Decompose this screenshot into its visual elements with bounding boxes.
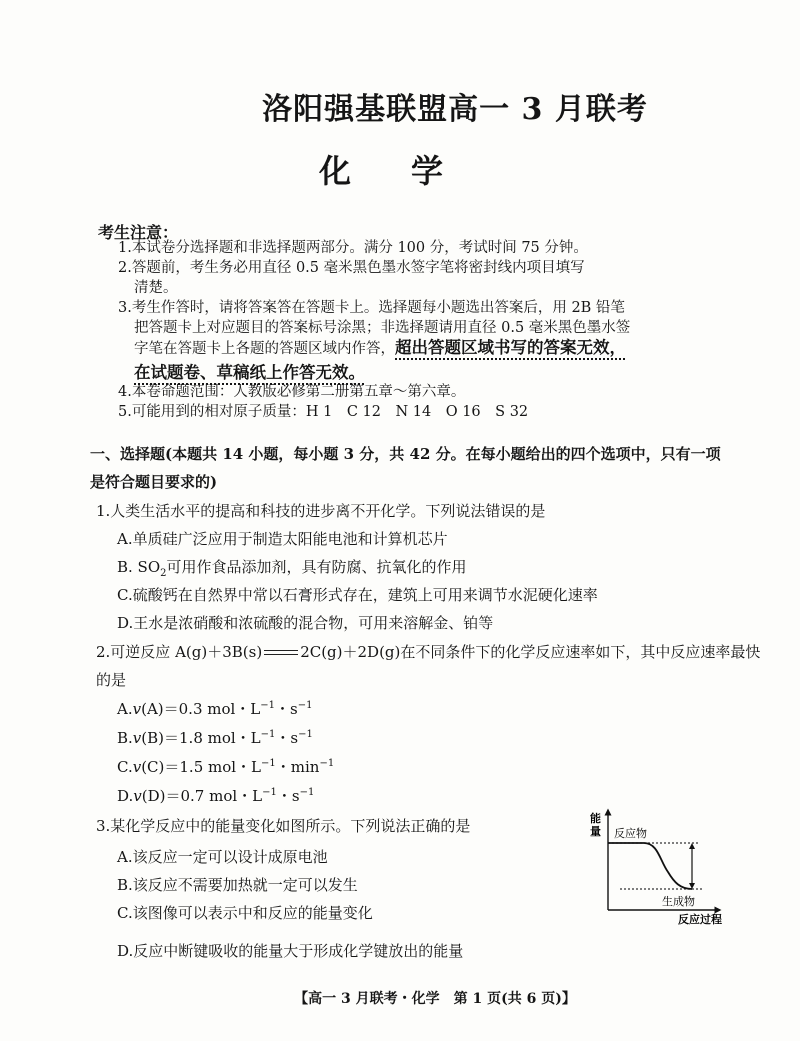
- product-label: 生成物: [662, 895, 695, 908]
- question-1-stem: 1.人类生活水平的提高和科技的进步离不开化学。下列说法错误的是: [96, 502, 546, 520]
- notice-item-5: 5.可能用到的相对原子质量：H 1 C 12 N 14 O 16 S 32: [118, 404, 529, 420]
- notice-item-4: 4.本卷命题范围：人教版必修第二册第五章～第六章。: [118, 384, 466, 400]
- energy-curve: [608, 843, 692, 889]
- question-2-option-a: A.v(A)＝0.3 mol・$L^{-1}$・$s^{-1}$: [117, 700, 313, 718]
- question-3-option-c: C.该图像可以表示中和反应的能量变化: [117, 904, 373, 922]
- question-3-stem: 3.某化学反应中的能量变化如图所示。下列说法正确的是: [96, 817, 471, 835]
- emphasis-text: 超出答题区域书写的答案无效，: [395, 338, 626, 357]
- x-axis-label: 反应过程: [678, 913, 722, 926]
- question-2-option-c: C.v(C)＝1.5 mol・$L^{-1}$・$\min^{-1}$: [117, 758, 335, 776]
- notice-heading: 考生注意：: [98, 223, 179, 242]
- subject-title: 化学: [318, 152, 503, 190]
- question-1-option-d: D.王水是浓硝酸和浓硫酸的混合物，可用来溶解金、铂等: [117, 614, 494, 632]
- energy-diagram: [588, 806, 733, 926]
- notice-item-1: 1.本试卷分选择题和非选择题两部分。满分 100 分，考试时间 75 分钟。: [118, 240, 588, 256]
- exam-title: 洛阳强基联盟高一 3 月联考: [262, 92, 648, 127]
- reversible-arrow: [264, 648, 298, 658]
- notice-item-3: 3.考生作答时，请将答案答在答题卡上。选择题每小题选出答案后，用 2B 铅笔 把答题卡上对应题目的答案标号涂黑；非选择题请用直径 0.5 毫米黑色墨水签 字笔在答题卡上各题的答题区域内作答，超出答题区域书写的答案无效， 在试题卷、草稿纸上作答无效。: [118, 300, 631, 382]
- section-title: 一、选择题(本题共 14 小题，每小题 3 分，共 42 分。在每小题给出的四个选项中，只有一项是符合题目要求的): [90, 445, 721, 491]
- page-footer: 【高一 3 月联考・化学 第 1 页(共 6 页)】: [294, 991, 576, 1007]
- emphasis-text: 在试题卷、草稿纸上作答无效。: [134, 363, 365, 382]
- question-2-option-b: B.v(B)＝1.8 mol・$L^{-1}$・$s^{-1}$: [117, 729, 313, 747]
- question-1-option-c: C.硫酸钙在自然界中常以石膏形式存在，建筑上可用来调节水泥硬化速率: [117, 586, 598, 604]
- question-3-option-d: D.反应中断键吸收的能量大于形成化学键放出的能量: [117, 942, 464, 960]
- question-2-stem-line2: 的是: [96, 671, 127, 689]
- reactant-label: 反应物: [614, 827, 647, 840]
- y-axis-label-top: 能: [590, 812, 601, 825]
- question-2-stem: 2.可逆反应 A(g)＋3B(s) 2C(g)＋2D(g)在不同条件下的化学反应速率如下，其中反应速率最快: [96, 643, 761, 661]
- notice-item-2: 2.答题前，考生务必用直径 0.5 毫米黑色墨水签字笔将密封线内项目填写 清楚。: [118, 260, 585, 296]
- y-axis-label-bottom: 量: [590, 825, 601, 838]
- question-1-option-b: B. $SO_2$可用作食品添加剂，具有防腐、抗氧化的作用: [117, 558, 467, 579]
- question-2-option-d: D.v(D)＝0.7 mol・$L^{-1}$・$s^{-1}$: [117, 787, 315, 805]
- question-1-option-a: A.单质硅广泛应用于制造太阳能电池和计算机芯片: [117, 530, 448, 548]
- question-3-option-a: A.该反应一定可以设计成原电池: [117, 848, 328, 866]
- question-3-option-b: B.该反应不需要加热就一定可以发生: [117, 876, 358, 894]
